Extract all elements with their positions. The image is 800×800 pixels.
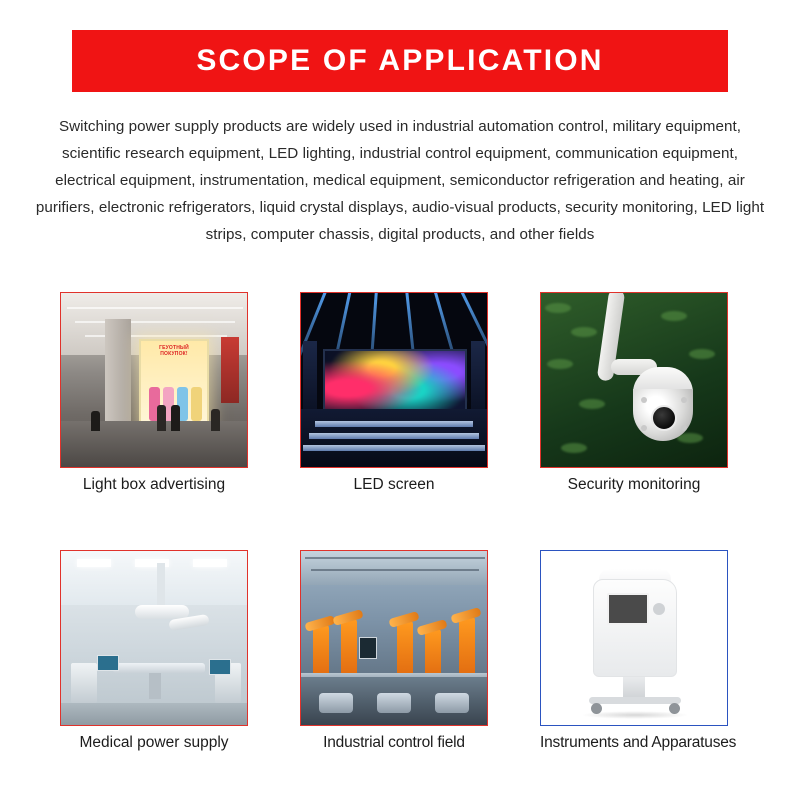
- gallery-item-caption: Security monitoring: [567, 476, 701, 493]
- robot-assembly-line-photo: [300, 550, 488, 726]
- stage-step: [315, 421, 473, 427]
- workpiece: [377, 693, 411, 713]
- gallery-item-instruments-and-apparatuses: [540, 550, 737, 753]
- gallery-item-industrial-control-field: [300, 550, 488, 753]
- gallery-item-medical-power-supply: [60, 550, 248, 753]
- robot-arm: [397, 621, 413, 679]
- instrument-column: [623, 677, 645, 699]
- gallery-item-light-box-advertising: [60, 292, 248, 495]
- ir-led: [681, 397, 687, 403]
- monitor-screen: [209, 659, 231, 675]
- instrument-knob: [653, 603, 665, 615]
- monitor-screen: [97, 655, 119, 671]
- stage-side-panel: [471, 341, 485, 417]
- surgical-lamp: [135, 605, 189, 619]
- led-stage-screen-photo: [300, 292, 488, 468]
- intro-paragraph: Switching power supply products are widely used in industrial automation control, military equipment, scientific research equipment, LED lighting, industrial control equipment, communication equipment, electrical equipment, instrumentation, medical equipment, semiconductor refrigeration and heating, air purifiers, electronic refrigerators, liquid crystal displays, audio-visual products, security monitoring, LED light strips, computer chassis, digital products, and other fields: [35, 118, 765, 243]
- operating-room-photo: [60, 550, 248, 726]
- stage-side-panel: [303, 341, 317, 417]
- camera-lens: [651, 405, 677, 431]
- gallery-item-caption: Instruments and Apparatuses: [540, 734, 737, 751]
- robot-arm: [313, 625, 329, 679]
- foliage: [547, 359, 573, 369]
- foliage: [545, 303, 571, 313]
- gallery-item-caption: Light box advertising: [82, 476, 226, 493]
- gallery-item-caption: LED screen: [353, 476, 435, 493]
- control-panel: [359, 637, 377, 659]
- stage-step: [303, 445, 485, 451]
- instrument-base: [589, 697, 681, 704]
- foliage: [571, 327, 597, 337]
- roof-truss: [305, 557, 485, 559]
- shopper: [157, 405, 166, 431]
- shopper: [91, 411, 100, 431]
- ir-led: [641, 397, 647, 403]
- foliage: [579, 399, 605, 409]
- shopper: [211, 409, 220, 431]
- shopper: [171, 405, 180, 431]
- robot-arm: [459, 617, 475, 679]
- surgical-lamp-arm: [157, 563, 165, 609]
- stage-step: [309, 433, 479, 439]
- led-display: [323, 349, 467, 411]
- workpiece: [319, 693, 353, 713]
- gallery-item-led-screen: [300, 292, 488, 495]
- room-floor: [61, 703, 247, 725]
- pillar: [105, 319, 131, 431]
- operating-table-base: [149, 673, 161, 699]
- security-camera-photo: [540, 292, 728, 468]
- wall-banner: [221, 337, 239, 403]
- roof-truss: [311, 569, 479, 571]
- page-title: SCOPE OF APPLICATION: [196, 44, 604, 77]
- application-gallery: [60, 292, 750, 763]
- gallery-row-2: [60, 550, 750, 763]
- poster-figure: [191, 387, 202, 421]
- ceiling-line: [75, 321, 235, 323]
- screen-content: [323, 349, 467, 411]
- gallery-item-security-monitoring: [540, 292, 728, 495]
- medical-instrument-photo: [540, 550, 728, 726]
- robot-arm: [425, 629, 441, 679]
- floor-shadow: [581, 711, 689, 719]
- gallery-item-caption: Industrial control field: [323, 734, 465, 751]
- workpiece: [435, 693, 469, 713]
- robot-arm: [341, 619, 357, 679]
- operating-table: [113, 663, 205, 673]
- gallery-item-caption: Medical power supply: [79, 734, 229, 751]
- gallery-row-1: [60, 292, 750, 505]
- lightbox-text: ГЕУОТНЫЙ ПОКУПОК!: [159, 345, 189, 357]
- lightbox-advertising-photo: [60, 292, 248, 468]
- page-banner: [72, 30, 728, 92]
- instrument-display: [607, 593, 649, 625]
- foliage: [661, 311, 687, 321]
- ceiling-light: [193, 559, 227, 567]
- ir-led: [641, 425, 647, 431]
- ceiling-line: [67, 307, 243, 309]
- foliage: [689, 349, 715, 359]
- ceiling-light: [77, 559, 111, 567]
- foliage: [561, 443, 587, 453]
- equipment-cart: [71, 663, 97, 703]
- ir-led: [681, 425, 687, 431]
